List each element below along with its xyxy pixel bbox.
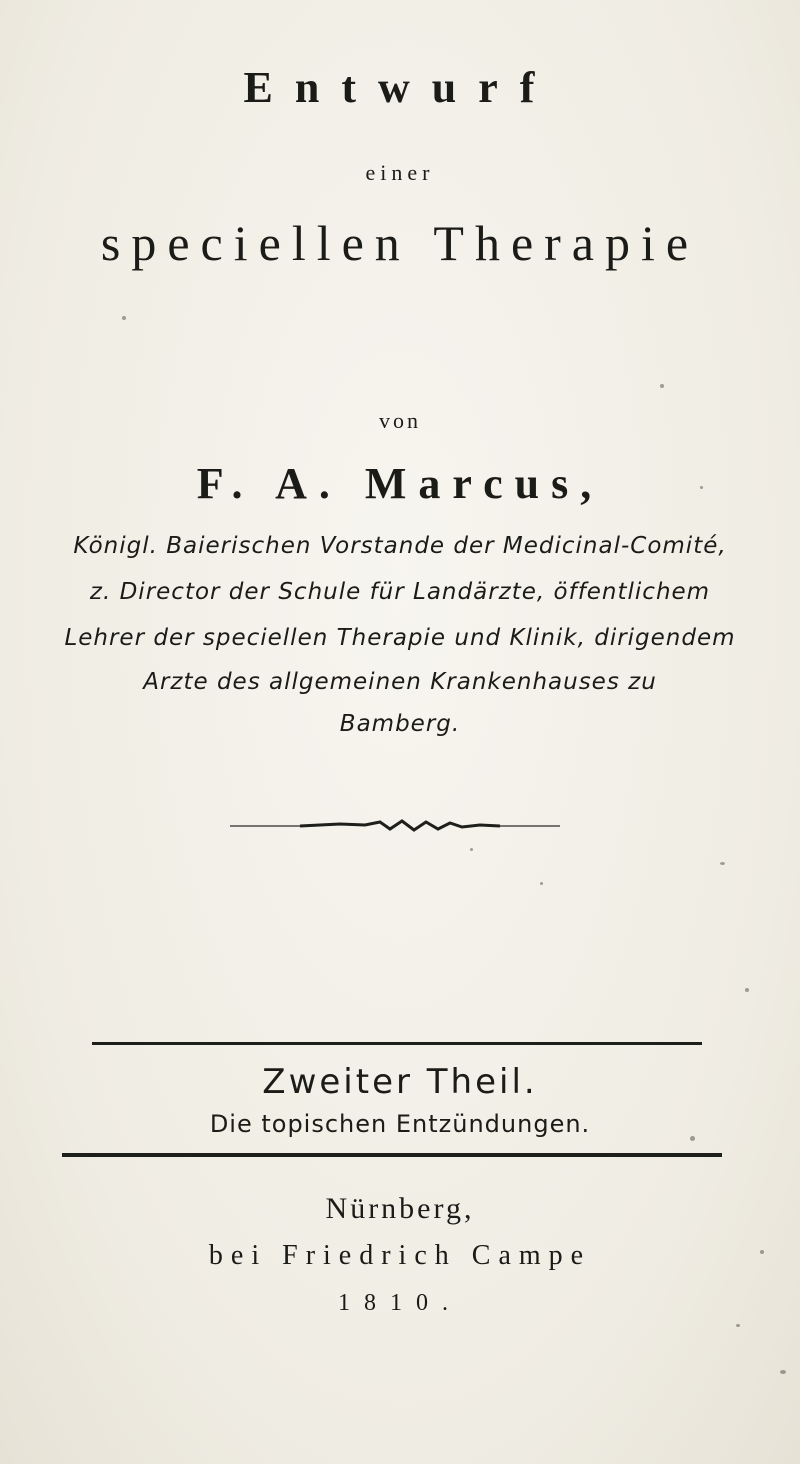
divider-rule — [92, 1042, 702, 1045]
divider-rule — [62, 1153, 722, 1157]
paper-speck — [745, 988, 749, 992]
paper-speck — [122, 316, 126, 320]
paper-speck — [470, 848, 473, 851]
imprint-year: 1810. — [338, 1290, 462, 1316]
imprint-place: Nürnberg, — [325, 1192, 475, 1225]
paper-speck — [540, 882, 543, 885]
part-subject: Die topischen Entzündungen. — [209, 1110, 591, 1138]
title-von: von — [379, 408, 421, 433]
paper-speck — [736, 1324, 740, 1327]
affiliation-line: Lehrer der speciellen Therapie und Klinik, dirigendem — [64, 625, 736, 651]
title-entwurf: Entwurf — [243, 63, 557, 112]
affiliation-line: z. Director der Schule für Landärzte, öffentlichem — [89, 579, 711, 605]
author-name: F. A. Marcus, — [196, 459, 604, 508]
imprint-publisher: bei Friedrich Campe — [208, 1240, 592, 1271]
affiliation-line: Königl. Baierischen Vorstande der Medicinal-Comité, — [73, 533, 727, 559]
part-title: Zweiter Theil. — [262, 1062, 538, 1102]
paper-speck — [690, 1136, 695, 1141]
title-subject: speciellen Therapie — [100, 215, 700, 271]
ornament-rule — [230, 816, 560, 836]
paper-speck — [720, 862, 725, 865]
paper-speck — [660, 384, 664, 388]
affiliation-line: Arzte des allgemeinen Krankenhauses zu — [143, 669, 657, 695]
affiliation-line: Bamberg. — [339, 711, 461, 737]
paper-speck — [760, 1250, 764, 1254]
paper-speck — [780, 1370, 786, 1374]
paper-speck — [700, 486, 703, 489]
title-einer: einer — [365, 160, 435, 185]
